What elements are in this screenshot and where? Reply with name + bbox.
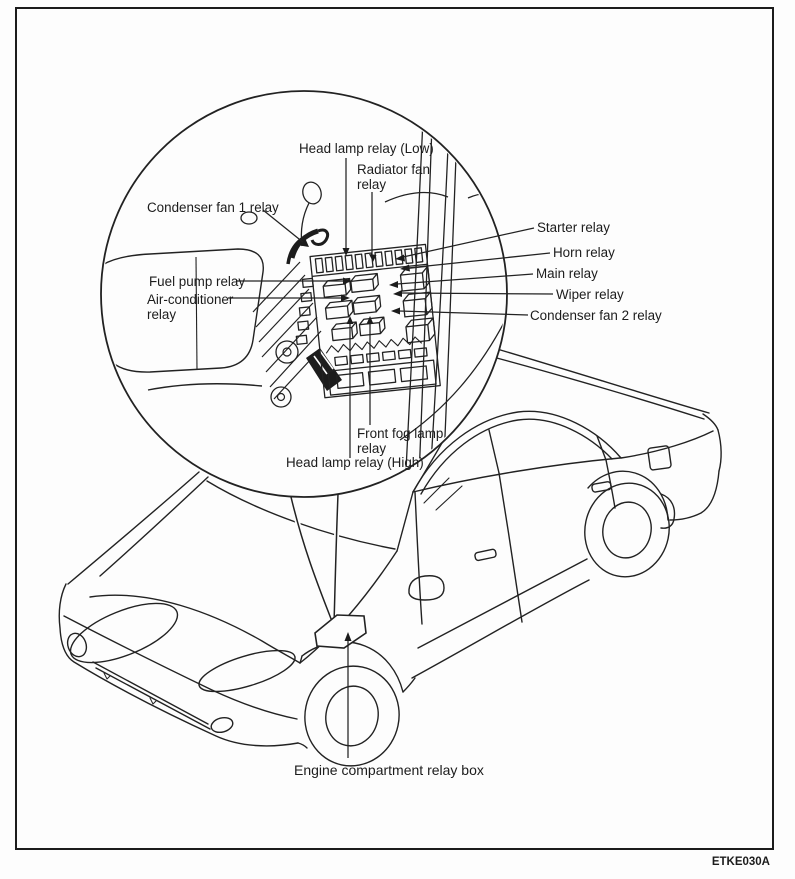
label-condenser-fan-2-relay: Condenser fan 2 relay — [530, 308, 662, 323]
label-radiator-fan-relay-line1: Radiator fan — [357, 162, 430, 177]
relay-box-location-marker — [315, 615, 366, 648]
label-fuel-pump-relay: Fuel pump relay — [149, 274, 246, 289]
label-head-lamp-relay-high: Head lamp relay (High) — [286, 455, 424, 470]
label-horn-relay: Horn relay — [553, 245, 615, 260]
label-front-fog-lamp-relay-line2: relay — [357, 441, 387, 456]
label-head-lamp-relay-low: Head lamp relay (Low) — [299, 141, 434, 156]
label-radiator-fan-relay-line2: relay — [357, 177, 387, 192]
label-air-conditioner-relay-line2: relay — [147, 307, 177, 322]
label-condenser-fan-1-relay: Condenser fan 1 relay — [147, 200, 279, 215]
label-wiper-relay: Wiper relay — [556, 287, 624, 302]
label-front-fog-lamp-relay-line1: Front fog lamp — [357, 426, 444, 441]
label-engine-compartment-relay-box: Engine compartment relay box — [294, 762, 484, 778]
label-main-relay: Main relay — [536, 266, 598, 281]
figure-code: ETKE030A — [711, 856, 770, 868]
label-air-conditioner-relay-line1: Air-conditioner — [147, 292, 234, 307]
callout-pointer — [291, 494, 338, 624]
label-starter-relay: Starter relay — [537, 220, 610, 235]
